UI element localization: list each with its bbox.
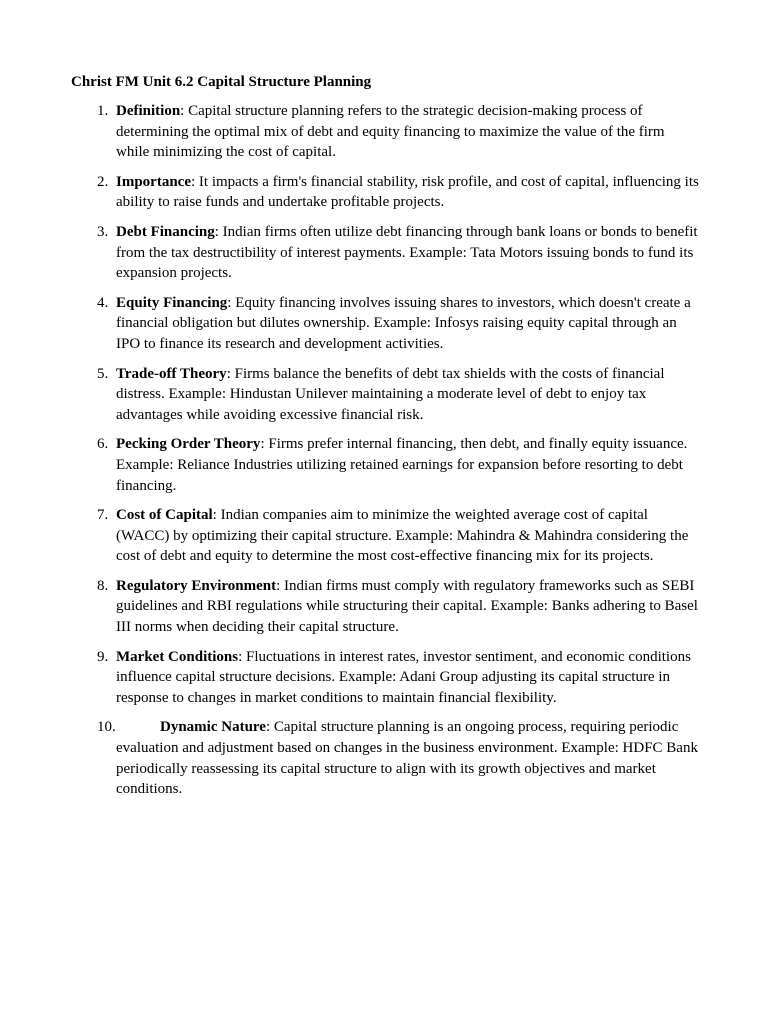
list-item-number: 10. [97,719,116,736]
list-item-term: Trade-off Theory [116,365,227,382]
list-item-term: Debt Financing [116,223,215,240]
list-item [0,647,768,709]
list-item-number: 6. [97,436,109,453]
list-item [0,576,768,638]
list-item-body [116,364,700,426]
list-item-term: Importance [116,173,191,190]
list-item-body [116,505,700,567]
list-item-number: 5. [97,365,109,382]
list-item-text: : Firms balance the benefits of debt tax shields with the costs of financial distress. Example: Hindustan Unilever maintaining a moderate level of debt to enjoy tax advantages while avoiding excessive financial risk. [116,365,665,423]
list-item-term: Market Conditions [116,648,239,665]
list-item [0,222,768,284]
list-item-text: : Indian firms often utilize debt financing through bank loans or bonds to benefit from the tax destructibility of interest payments. Example: Tata Motors issuing bonds to fund its expansion projects. [116,223,698,282]
list-item [0,505,768,567]
list-item-number: 1. [97,103,109,119]
list-item [0,364,768,426]
list-item [0,293,768,355]
list-item-number: 8. [97,577,109,594]
list-item [0,434,768,496]
list-item-text: : Firms prefer internal financing, then debt, and finally equity issuance. Example: Reliance Industries utilizing retained earnings for expansion before resorting to debt financing. [116,436,688,494]
list-item-body [116,434,700,496]
list-item-term: Dynamic Nature [160,719,266,736]
list-item-text: : Equity financing involves issuing shares to investors, which doesn't create a financial obligation but dilutes ownership. Example: Infosys raising equity capital through an IPO to finance its research and development activities. [116,294,691,352]
list-item-text: : It impacts a firm's financial stability, risk profile, and cost of capital, influencing its ability to raise funds and undertake profitable projects. [116,173,699,211]
document-title: Christ FM Unit 6.2 Capital Structure Planning [71,74,372,90]
list-item-body [116,717,700,799]
list-item-term: Equity Financing [116,294,228,311]
list-item-body [116,576,700,638]
list-item-body [116,293,700,355]
list-item-number: 2. [97,173,109,190]
list-item-body [116,647,700,709]
list-item-term: Pecking Order Theory [116,436,261,453]
list-item [0,172,768,213]
list-item-term: Definition [116,103,181,119]
list-item-term: Cost of Capital [116,507,213,524]
list-item-number: 4. [97,294,109,311]
list-item-number: 9. [97,648,109,665]
list-item [0,717,768,799]
list-item-text: : Capital structure planning refers to the strategic decision-making process of determining the optimal mix of debt and equity financing to maximize the value of the firm while minimizing the cost of capital. [116,103,665,161]
list-item-text: : Indian firms must comply with regulatory frameworks such as SEBI guidelines and RBI regulations while structuring their capital. Example: Banks adhering to Basel III norms when deciding their capital structure. [116,577,698,636]
list-item-term: Regulatory Environment [116,577,277,594]
list-item-body [116,101,700,163]
list-item-text: : Capital structure planning is an ongoing process, requiring periodic evaluation and adjustment based on changes in the business environment. Example: HDFC Bank periodically reassessing its capital structure to align with its growth objectives and market conditions. [116,719,698,798]
list-item-number: 7. [97,507,109,524]
list-item [0,101,768,163]
list-item-number: 3. [97,223,109,240]
list-item-body [116,222,700,284]
list-item-text: : Indian companies aim to minimize the weighted average cost of capital (WACC) by optimizing their capital structure. Example: Mahindra & Mahindra considering the cost of debt and equity to determine the most cost-effective financing mix for its projects. [116,507,689,565]
list-item-text: : Fluctuations in interest rates, investor sentiment, and economic conditions influence capital structure decisions. Example: Adani Group adjusting its capital structure in response to changes in market conditions to maintain financial flexibility. [116,648,691,706]
list-item-body [116,172,700,213]
numbered-list [0,101,768,809]
